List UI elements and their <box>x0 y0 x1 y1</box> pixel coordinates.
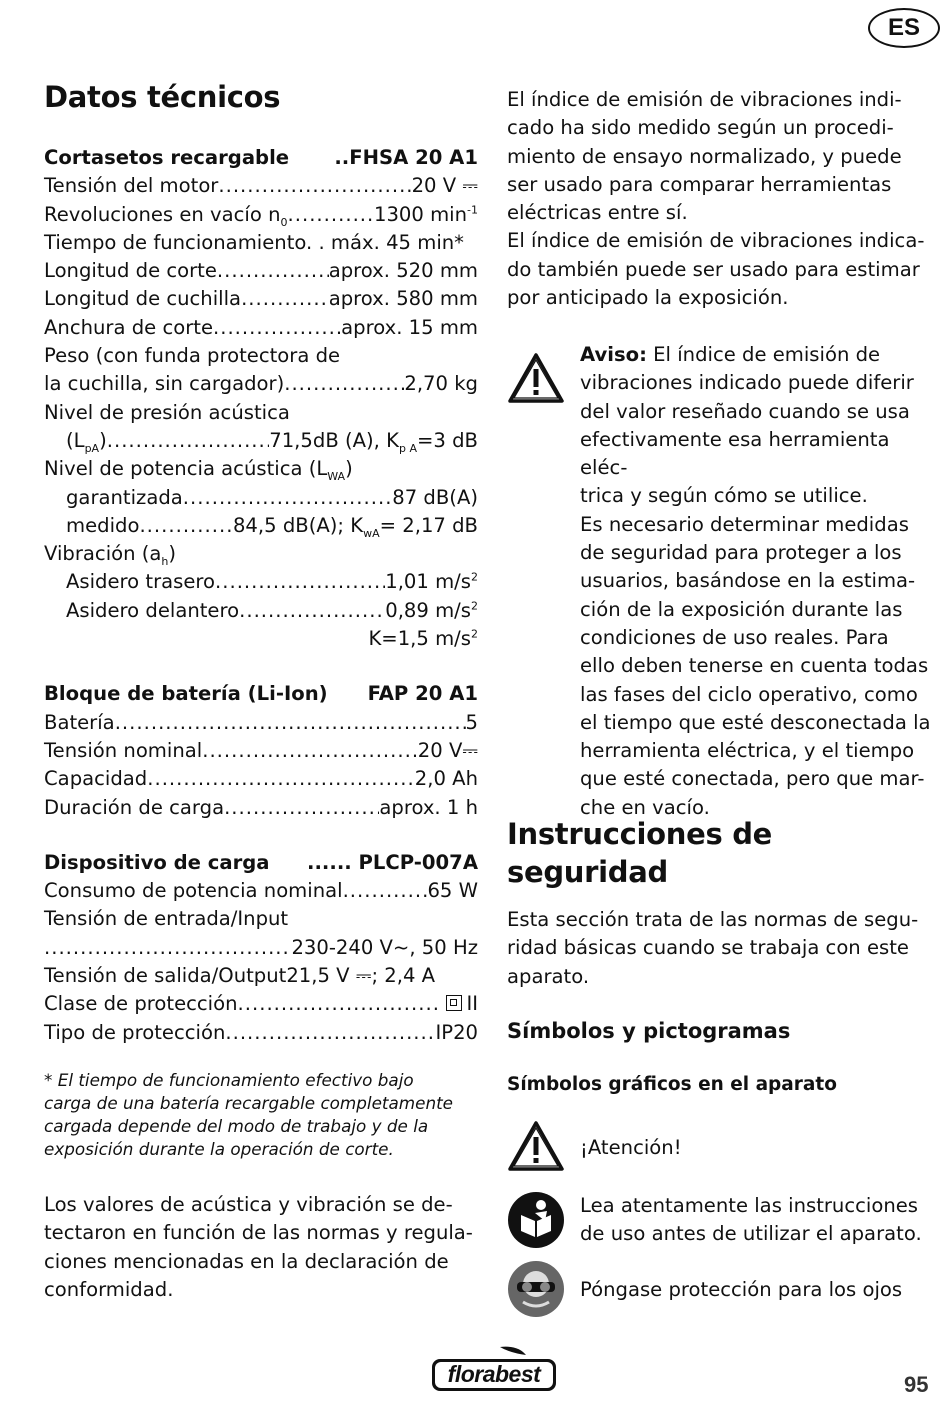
spec-subscript: WA <box>327 470 346 484</box>
spec-row <box>44 794 478 822</box>
hedge-heading-dots: .. <box>334 146 350 169</box>
warning-icon <box>507 1120 565 1172</box>
spec-value: aprox. 520 mm <box>328 259 478 283</box>
symbol-read-text <box>580 1192 922 1249</box>
spec-value: 71,5dB (A), K <box>269 428 399 452</box>
left-column <box>44 78 478 1304</box>
paragraph-line: che en vacío. <box>580 795 710 819</box>
footnote-line: exposición durante la operación de corte. <box>44 1138 394 1159</box>
spec-label: Batería <box>44 710 115 734</box>
page-number: 95 <box>904 1372 929 1397</box>
paragraph-line: aparato. <box>507 964 590 988</box>
footnote <box>44 1069 478 1161</box>
closing-paragraph <box>44 1191 478 1304</box>
paragraph-line: tectaron en función de las normas y regula- <box>44 1221 473 1245</box>
spec-label: Tipo de protección <box>44 1020 226 1044</box>
battery-heading-label: Bloque de batería (Li-Ion) <box>44 682 328 706</box>
paragraph-line: de uso antes de utilizar el aparato. <box>580 1222 922 1246</box>
battery-heading <box>44 680 478 708</box>
pressure-label: Nivel de presión acústica <box>44 400 290 424</box>
spec-label: Tensión de salida/Output <box>44 964 287 988</box>
spec-subscript: p A <box>398 441 417 455</box>
spec-subscript: wA <box>363 526 380 540</box>
spec-row <box>44 737 478 765</box>
footnote-line: cargada depende del modo de trabajo y de la <box>44 1115 429 1136</box>
paragraph-line: por anticipado la exposición. <box>507 286 789 310</box>
spec-row <box>44 934 478 962</box>
charger-heading <box>44 849 478 877</box>
paragraph-line: ser usado para comparar herramientas <box>507 172 892 196</box>
footnote-line: carga de una batería recargable completamente <box>44 1092 453 1113</box>
spec-label: Clase de protección <box>44 992 238 1016</box>
spec-label: Tensión del motor <box>44 174 219 198</box>
paragraph-line: El índice de emisión de vibraciones indi- <box>507 88 902 111</box>
spec-label: Asidero trasero <box>66 570 216 594</box>
vibration-label-text: Vibración (a <box>44 542 162 566</box>
paragraph-line: eléctricas entre sí. <box>507 201 688 225</box>
spec-value: II <box>466 992 478 1016</box>
paragraph-line: ridad básicas cuando se trabaja con este <box>507 936 909 960</box>
spec-label: Longitud de cuchilla <box>44 287 242 311</box>
spec-subscript: 0 <box>280 215 288 229</box>
symbol-eye-text: Póngase protección para los ojos <box>580 1278 903 1301</box>
spec-value: 2,0 Ah <box>414 767 478 791</box>
charger-heading-dots: ...... <box>307 850 352 874</box>
paragraph-line: Los valores de acústica y vibración se de- <box>44 1192 453 1216</box>
right-column <box>507 86 939 312</box>
spec-row <box>44 512 478 540</box>
battery-model: FAP 20 A1 <box>367 682 478 706</box>
hedge-heading <box>44 144 478 172</box>
spec-label: (L <box>66 428 85 452</box>
spec-value: 20 V ⎓ <box>411 174 478 198</box>
spec-label-line: Tensión de entrada/Input <box>44 907 289 931</box>
paragraph-line: conformidad. <box>44 1277 174 1301</box>
read-manual-icon <box>507 1191 565 1249</box>
paragraph-line: Lea atentamente las instrucciones <box>580 1194 919 1217</box>
power-label <box>44 455 478 483</box>
spec-row <box>44 568 478 596</box>
power-label-close: ) <box>345 457 353 481</box>
safety-title-line: seguridad <box>507 855 668 889</box>
spec-value: 21,5 V ⎓; 2,4 A <box>286 964 436 988</box>
graphic-symbols-heading: Símbolos gráficos en el aparato <box>507 1073 837 1095</box>
eye-protection-icon <box>507 1260 565 1318</box>
symbol-attention-text: ¡Atención! <box>580 1136 682 1159</box>
protection-class-icon <box>446 995 462 1011</box>
paragraph-line: ciones mencionadas en la declaración de <box>44 1249 449 1273</box>
spec-row <box>44 597 478 625</box>
spec-row <box>44 1019 478 1047</box>
logo-text: florabest <box>447 1361 541 1387</box>
spec-label: garantizada <box>66 485 183 509</box>
power-label-text: Nivel de potencia acústica (L <box>44 457 328 481</box>
spec-value: 65 W <box>427 879 478 903</box>
paragraph-line: ción de la exposición durante las <box>580 597 903 621</box>
vibration-label <box>44 540 478 568</box>
hedge-heading-label: Cortasetos recargable <box>44 146 290 169</box>
spec-label: Tensión nominal <box>44 738 203 762</box>
spec-value: K=1,5 m/s <box>368 627 471 651</box>
spec-value: 5 <box>465 710 478 734</box>
spec-superscript: -1 <box>467 203 478 217</box>
safety-title-line: Instrucciones de <box>507 817 773 851</box>
paragraph-line: las fases del ciclo operativo, como <box>580 682 918 706</box>
spec-label: Longitud de corte <box>44 259 217 283</box>
paragraph-line: Es necesario determinar medidas <box>580 512 909 536</box>
spec-row <box>44 484 478 512</box>
spec-value: 0,89 m/s <box>385 598 471 622</box>
spec-k-value <box>44 625 478 653</box>
spec-row <box>44 172 478 200</box>
warning-text <box>580 341 940 822</box>
spec-label: Anchura de corte <box>44 315 213 339</box>
spec-value: aprox. 1 h <box>379 795 478 819</box>
spec-value: 1300 min <box>373 202 468 226</box>
spec-label: la cuchilla, sin cargador) <box>44 372 285 396</box>
paragraph-line: vibraciones indicado puede diferir <box>580 371 914 395</box>
spec-value: 87 dB(A) <box>392 485 478 509</box>
spec-value: IP20 <box>435 1020 478 1044</box>
spec-row <box>44 877 478 905</box>
paragraph-line: trica y según cómo se utilice. <box>580 484 868 508</box>
weight-label-line: Peso (con funda protectora de <box>44 344 341 368</box>
spec-superscript: 2 <box>471 627 478 641</box>
spec-label: Duración de carga <box>44 795 225 819</box>
vibration-intro <box>507 86 939 312</box>
spec-value: aprox. 15 mm <box>341 315 478 339</box>
spec-value: aprox. 580 mm <box>328 287 478 311</box>
paragraph-line: El índice de emisión de vibraciones indica- <box>507 229 925 253</box>
safety-intro <box>507 906 939 991</box>
paragraph-line: miento de ensayo normalizado, y puede <box>507 144 902 168</box>
spec-value: 84,5 dB(A); K <box>232 513 364 537</box>
spec-row-weight <box>44 370 478 398</box>
brand-logo <box>430 1345 558 1393</box>
safety-section <box>507 815 939 1099</box>
paragraph-line: El índice de emisión de <box>646 343 881 366</box>
paragraph-line: Esta sección trata de las normas de segu- <box>507 908 919 931</box>
vibration-label-close: ) <box>168 542 177 566</box>
paragraph-line: del valor reseñado cuando se usa <box>580 399 910 423</box>
paragraph-line: de seguridad para proteger a los <box>580 541 902 565</box>
paragraph-line: efectivamente esa herramienta eléc- <box>580 427 890 480</box>
spec-row <box>44 285 478 313</box>
spec-value: 230-240 V~, 50 Hz <box>291 935 478 959</box>
charger-model: PLCP-007A <box>358 850 478 874</box>
spec-row-runtime: Tiempo de funcionamiento. . máx. 45 min* <box>44 230 464 254</box>
spec-value: 2,70 kg <box>404 372 478 396</box>
spec-value: 1,01 m/s <box>385 570 471 594</box>
hedge-model: FHSA 20 A1 <box>349 146 478 169</box>
paragraph-line: cado ha sido medido según un procedi- <box>507 116 894 140</box>
charger-heading-label: Dispositivo de carga <box>44 850 270 874</box>
paragraph-line: que esté conectada, pero que mar- <box>580 767 925 791</box>
warning-label: Aviso: <box>580 343 647 366</box>
paragraph-line: ello deben tenerse en cuenta todas <box>580 654 929 678</box>
spec-row <box>44 257 478 285</box>
paragraph-line: usuarios, basándose en la estima- <box>580 569 916 593</box>
spec-value: =3 dB <box>417 428 478 452</box>
spec-value: = 2,17 dB <box>379 513 478 537</box>
spec-row <box>44 990 478 1018</box>
spec-label: Revoluciones en vacío n <box>44 202 281 226</box>
warning-icon <box>507 352 565 404</box>
spec-row-pressure: $(L_{pA})$ ..... 71,5dB (A), $K_{p A}=3$ dB <box>44 427 478 455</box>
page-title: Datos técnicos <box>44 80 281 114</box>
paragraph-line: condiciones de uso reales. Para <box>580 625 889 649</box>
spec-superscript: 2 <box>471 570 478 584</box>
language-badge: ES <box>868 8 940 48</box>
spec-row <box>44 709 478 737</box>
paragraph-line: herramienta eléctrica, y el tiempo <box>580 739 915 763</box>
spec-label: Consumo de potencia nominal <box>44 879 343 903</box>
spec-subscript: h <box>161 555 169 569</box>
spec-superscript: 2 <box>471 599 478 613</box>
symbols-heading: Símbolos y pictogramas <box>507 1018 791 1043</box>
spec-label: medido <box>66 513 140 537</box>
spec-row <box>44 201 478 229</box>
paragraph-line: el tiempo que esté desconectada la <box>580 710 931 734</box>
spec-row <box>44 765 478 793</box>
spec-label: Asidero delantero <box>66 598 240 622</box>
paragraph-line: do también puede ser usado para estimar <box>507 257 920 281</box>
spec-row <box>44 314 478 342</box>
spec-label: Capacidad <box>44 767 148 791</box>
spec-row <box>44 962 478 990</box>
safety-title <box>507 815 939 891</box>
footnote-line: * El tiempo de funcionamiento efectivo bajo <box>44 1069 414 1090</box>
spec-value: 20 V⎓ <box>417 738 478 762</box>
spec-subscript: pA <box>84 441 100 455</box>
